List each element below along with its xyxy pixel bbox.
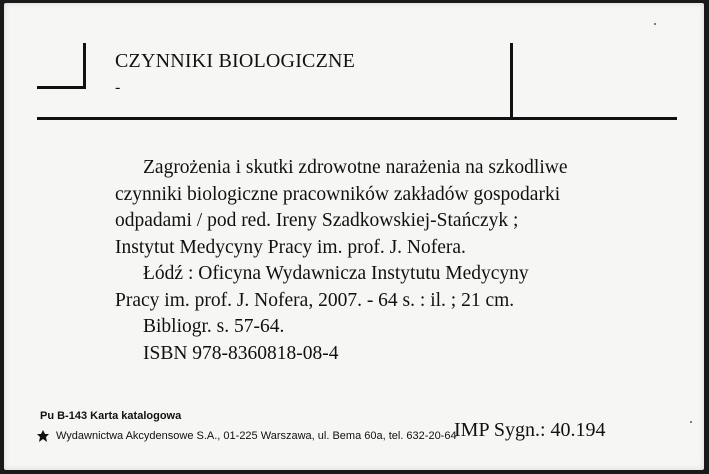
- body-line: Pracy im. prof. J. Nofera, 2007. - 64 s. : il. ; 21 cm.: [115, 289, 515, 311]
- footer-code-label: Pu B-143 Karta katalogowa: [40, 410, 182, 422]
- body-line: ISBN 978-8360818-08-4: [143, 342, 339, 364]
- body-line: Bibliogr. s. 57-64.: [143, 316, 285, 337]
- body-line: Łódź : Oficyna Wydawnicza Instytutu Medycyny: [143, 263, 529, 284]
- body-line: odpadami / pod red. Ireny Szadkowskiej-Stańczyk ;: [115, 210, 519, 231]
- card-heading: CZYNNIKI BIOLOGICZNE: [115, 50, 356, 72]
- card-body: [115, 155, 655, 367]
- footer-publisher: [36, 429, 457, 443]
- signature-number: IMP Sygn.: 40.194: [454, 419, 606, 441]
- catalog-card: [4, 3, 704, 470]
- header-divider-vertical: [510, 43, 513, 119]
- header-rule: [37, 117, 677, 120]
- body-line: Zagrożenia i skutki zdrowotne narażenia na szkodliwe: [143, 157, 568, 178]
- speck: [690, 421, 692, 423]
- corner-mark-horizontal: [37, 86, 86, 89]
- corner-mark-vertical: [83, 43, 86, 89]
- publisher-text: Wydawnictwa Akcydensowe S.A., 01-225 Warszawa, ul. Bema 60a, tel. 632-20-64: [56, 430, 457, 442]
- speck: [654, 23, 656, 25]
- body-line: Instytut Medycyny Pracy im. prof. J. Nofera.: [115, 236, 466, 258]
- publisher-logo-icon: [36, 429, 50, 443]
- body-line: czynniki biologiczne pracowników zakładów gospodarki: [115, 183, 561, 205]
- card-subheading: -: [115, 79, 121, 96]
